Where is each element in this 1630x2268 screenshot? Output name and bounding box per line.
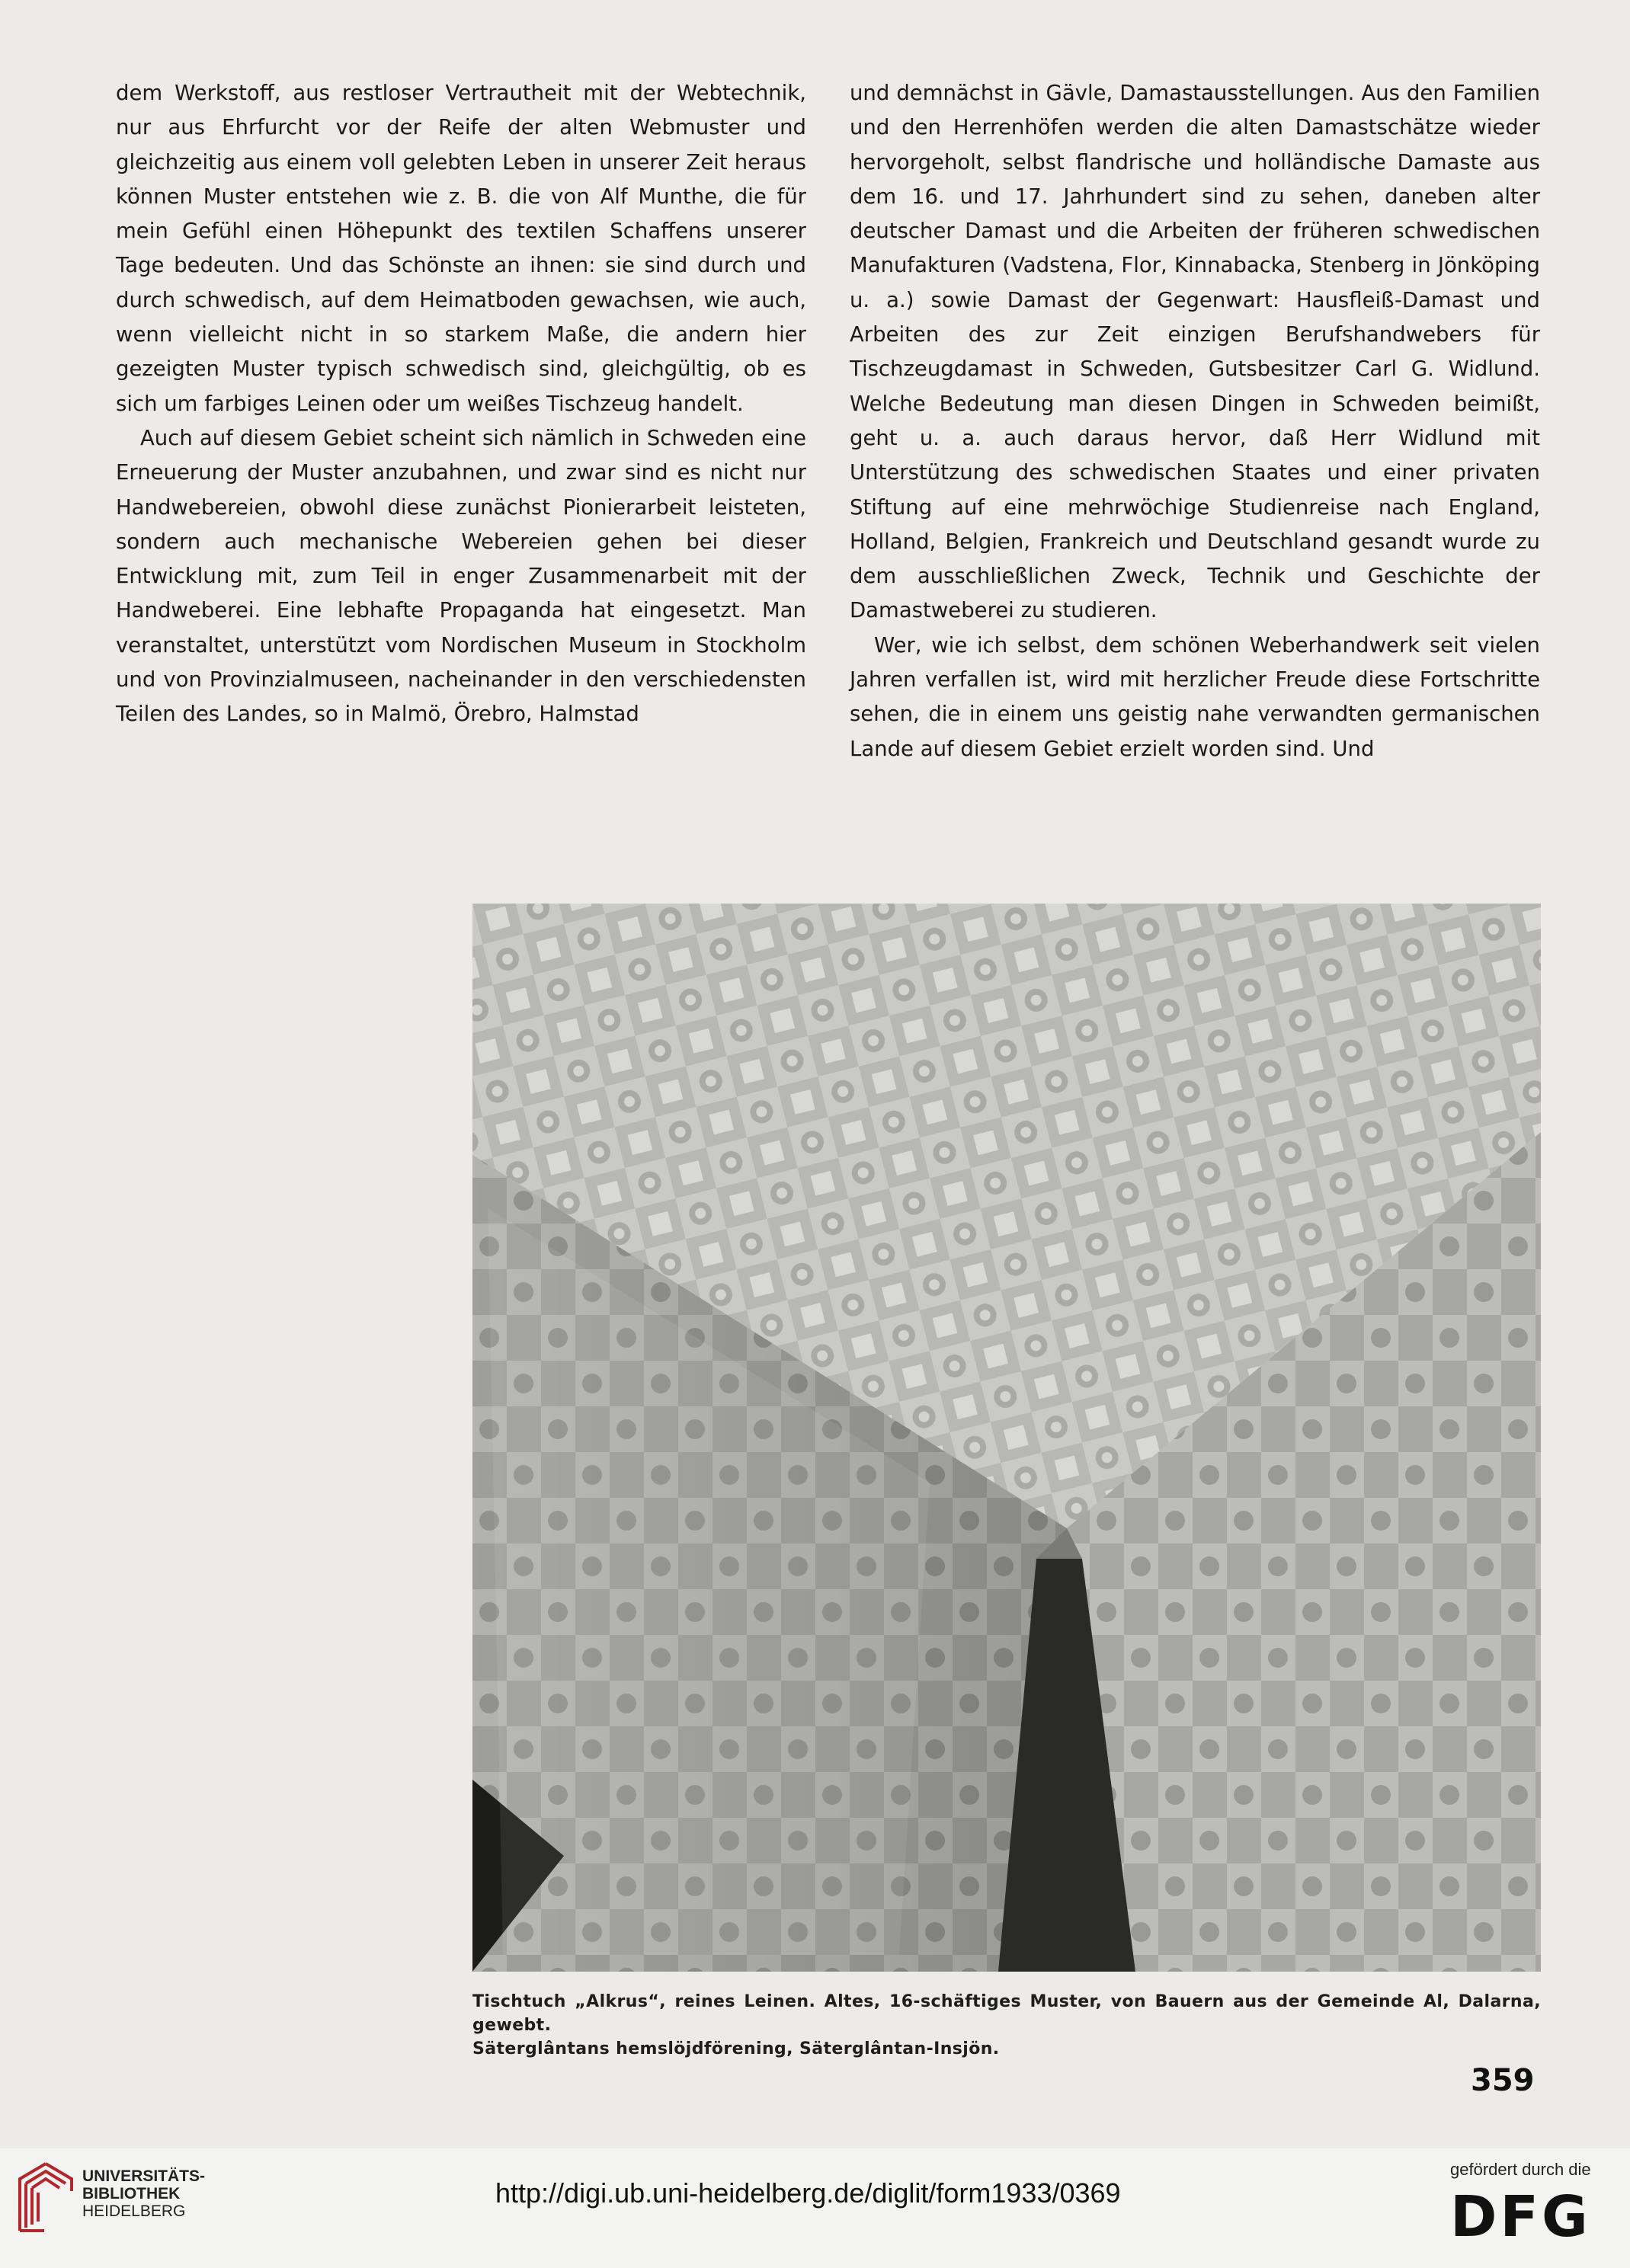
funding-label: gefördert durch die xyxy=(1450,2160,1591,2179)
text-column-right xyxy=(850,76,1540,766)
paragraph: Auch auf diesem Gebiet scheint sich nämlich in Schweden eine Erneuerung der Muster anzubahnen, und zwar sind es nicht nur Handwebereien, obwohl diese zunächst Pionierarbeit leisteten, sondern auch mechanische Webereien gehen bei dieser Entwicklung mit, zum Teil in enger Zusammenarbeit mit der Handweberei. Eine lebhafte Propaganda hat eingesetzt. Man veranstaltet, unterstützt vom Nordischen Museum in Stockholm und von Provinzialmuseen, nacheinander in den verschiedensten Teilen des Landes, so in Malmö, Örebro, Halmstad xyxy=(116,425,806,727)
tablecloth-photo xyxy=(472,904,1541,1972)
paragraph: Wer, wie ich selbst, dem schönen Weberhandwerk seit vielen Jahren verfallen ist, wird mit herzlicher Freude diese Fortschritte sehen, die in einem uns geistig nahe verwandten germanischen Lande auf diesem Gebiet erzielt worden sind. Und xyxy=(850,632,1540,761)
paragraph: dem Werkstoff, aus restloser Vertrautheit mit der Webtechnik, nur aus Ehrfurcht vor der Reife der alten Webmuster und gleichzeitig aus einem voll gelebten Leben in unserer Zeit heraus können Muster entstehen wie z. B. die von Alf Munthe, die für mein Gefühl einen Höhepunkt des textilen Schaffens unserer Tage bedeuten. Und das Schönste an ihnen: sie sind durch und durch schwedisch, auf dem Heimatboden gewachsen, wie auch, wenn vielleicht nicht in so starkem Maße, die andern hier gezeigten Muster typisch schwedisch sind, gleichgültig, ob es sich um farbiges Leinen oder um weißes Tischzeug handelt. xyxy=(116,81,806,416)
paragraph: und demnächst in Gävle, Damastausstellungen. Aus den Familien und den Herrenhöfen werden die alten Damastschätze wieder hervorgeholt, selbst flandrische und holländische Damaste aus dem 16. und 17. Jahrhundert sind zu sehen, daneben alter deutscher Damast und die Arbeiten der früheren schwedischen Manufakturen (Vadstena, Flor, Kinnabacka, Stenberg in Jönköping u. a.) sowie Damast der Gegenwart: Hausfleiß-Damast und Arbeiten des zur Zeit einzigen Berufshandwebers für Tischzeugdamast in Schweden, Gutsbesitzer Carl G. Widlund. Welche Bedeutung man diesen Dingen in Schweden beimißt, geht u. a. auch daraus hervor, daß Herr Widlund mit Unterstützung des schwedischen Staates und einer privaten Stiftung auf eine mehrwöchige Studienreise nach England, Holland, Belgien, Frankreich und Deutschland gesandt wurde zu dem ausschließlichen Zweck, Technik und Geschichte der Damastweberei zu studieren. xyxy=(850,81,1540,623)
page-number: 359 xyxy=(1471,2063,1535,2098)
university-library-logo-icon xyxy=(17,2161,75,2234)
caption-line: Tischtuch „Alkrus“, reines Leinen. Altes, 16-schäftiges Muster, von Bauern aus der Gemeinde Al, Dalarna, gewebt. xyxy=(472,1992,1541,2035)
caption-line: Säterglântans hemslöjdförening, Säterglântan-Insjön. xyxy=(472,2039,1000,2058)
text-column-left xyxy=(116,76,806,732)
source-url-link[interactable]: http://digi.ub.uni-heidelberg.de/diglit/form1933/0369 xyxy=(495,2177,1121,2209)
library-name: UNIVERSITÄTS- BIBLIOTHEK HEIDELBERG xyxy=(82,2167,206,2220)
dfg-logo: DFG xyxy=(1450,2184,1591,2250)
photo-caption xyxy=(472,1990,1541,2061)
